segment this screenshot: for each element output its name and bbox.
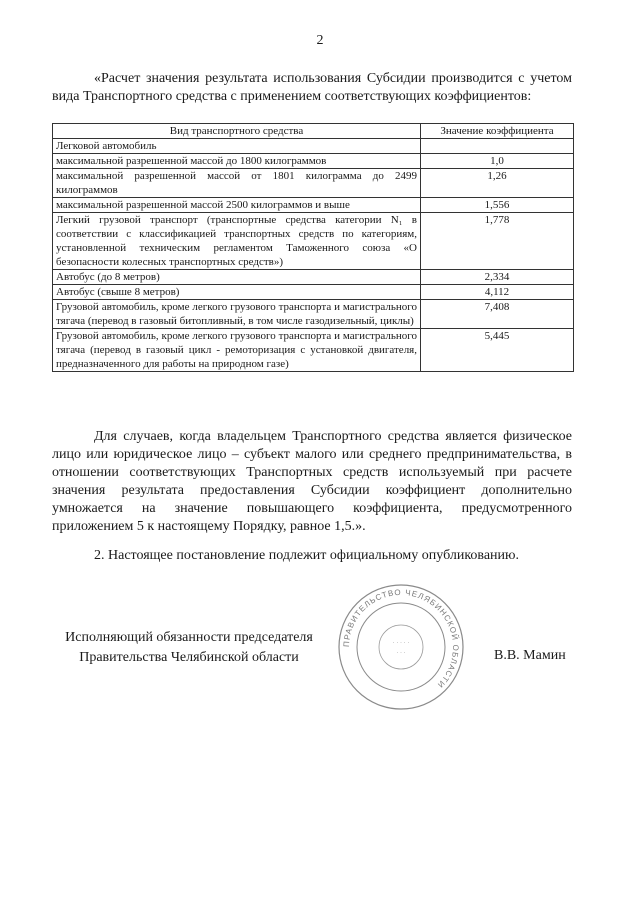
signatory-name: В.В. Мамин bbox=[494, 648, 566, 663]
signatory-title bbox=[54, 628, 324, 668]
official-seal bbox=[336, 582, 466, 712]
coefficient-cell: 1,778 bbox=[421, 213, 574, 270]
coefficient-cell: 2,334 bbox=[421, 270, 574, 285]
table-row bbox=[53, 198, 574, 213]
vehicle-type-cell: максимальной разрешенной массой от 1801 килограмма до 2499 килограммов bbox=[53, 169, 421, 198]
coefficient-cell: 7,408 bbox=[421, 300, 574, 329]
publication-paragraph: 2. Настоящее постановление подлежит официальному опубликованию. bbox=[94, 548, 519, 563]
table-row bbox=[53, 139, 574, 154]
coefficient-table bbox=[52, 123, 574, 372]
svg-text:· · ·: · · · bbox=[396, 650, 406, 656]
table-row bbox=[53, 270, 574, 285]
vehicle-type-cell: Автобус (до 8 метров) bbox=[53, 270, 421, 285]
vehicle-type-cell: максимальной разрешенной массой 2500 килограммов и выше bbox=[53, 198, 421, 213]
page-number: 2 bbox=[316, 33, 324, 48]
coefficient-cell: 5,445 bbox=[421, 329, 574, 372]
intro-paragraph: «Расчет значения результата использования Субсидии производится с учетом вида Транспортного средства с применением соответствующих коэффициентов: bbox=[52, 71, 572, 104]
coefficient-cell: 4,112 bbox=[421, 285, 574, 300]
table-row bbox=[53, 285, 574, 300]
coefficient-cell bbox=[421, 139, 574, 154]
signatory-title-line1: Исполняющий обязанности председателя bbox=[65, 630, 313, 645]
vehicle-type-cell: Грузовой автомобиль, кроме легкого грузового транспорта и магистрального тягача (перевод в газовый битопливный, в том числе газодизельный, циклы) bbox=[53, 300, 421, 329]
seal-text: ПРАВИТЕЛЬСТВО ЧЕЛЯБИНСКОЙ ОБЛАСТИ bbox=[341, 587, 461, 690]
vehicle-type-cell: Автобус (свыше 8 метров) bbox=[53, 285, 421, 300]
svg-text:· · · · ·: · · · · · bbox=[392, 640, 410, 646]
column-header-vehicle-type: Вид транспортного средства bbox=[53, 124, 421, 139]
vehicle-type-cell: Легкий грузовой транспорт (транспортные средства категории N₁ в соответствии с классификацией транспортных средств по категориям, установленной техническим регламентом Таможенного союза «О безопасности колесных транспортных средств») bbox=[53, 213, 421, 270]
table-row bbox=[53, 300, 574, 329]
table-row bbox=[53, 169, 574, 198]
table-row bbox=[53, 213, 574, 270]
coefficient-cell: 1,556 bbox=[421, 198, 574, 213]
table-row bbox=[53, 329, 574, 372]
table-row bbox=[53, 154, 574, 169]
vehicle-type-cell: максимальной разрешенной массой до 1800 килограммов bbox=[53, 154, 421, 169]
signatory-title-line2: Правительства Челябинской области bbox=[79, 650, 299, 665]
vehicle-type-cell: Легковой автомобиль bbox=[53, 139, 421, 154]
vehicle-type-cell: Грузовой автомобиль, кроме легкого грузового транспорта и магистрального тягача (перевод в газовый цикл - ремоторизация с установкой двигателя, предназначенного для работы на природном газе) bbox=[53, 329, 421, 372]
note-paragraph: Для случаев, когда владельцем Транспортного средства является физическое лицо или юридическое лицо – субъект малого или среднего предпринимательства, в отношении соответствующих Транспортных средств используемый при расчете значения результата предоставления Субсидии коэффициент дополнительно умножается на значение повышающего коэффициента, предусмотренного приложением 5 к настоящему Порядку, равное 1,5.». bbox=[52, 429, 572, 534]
coefficient-cell: 1,0 bbox=[421, 154, 574, 169]
column-header-coefficient: Значение коэффициента bbox=[421, 124, 574, 139]
table-header-row bbox=[53, 124, 574, 139]
coefficient-cell: 1,26 bbox=[421, 169, 574, 198]
